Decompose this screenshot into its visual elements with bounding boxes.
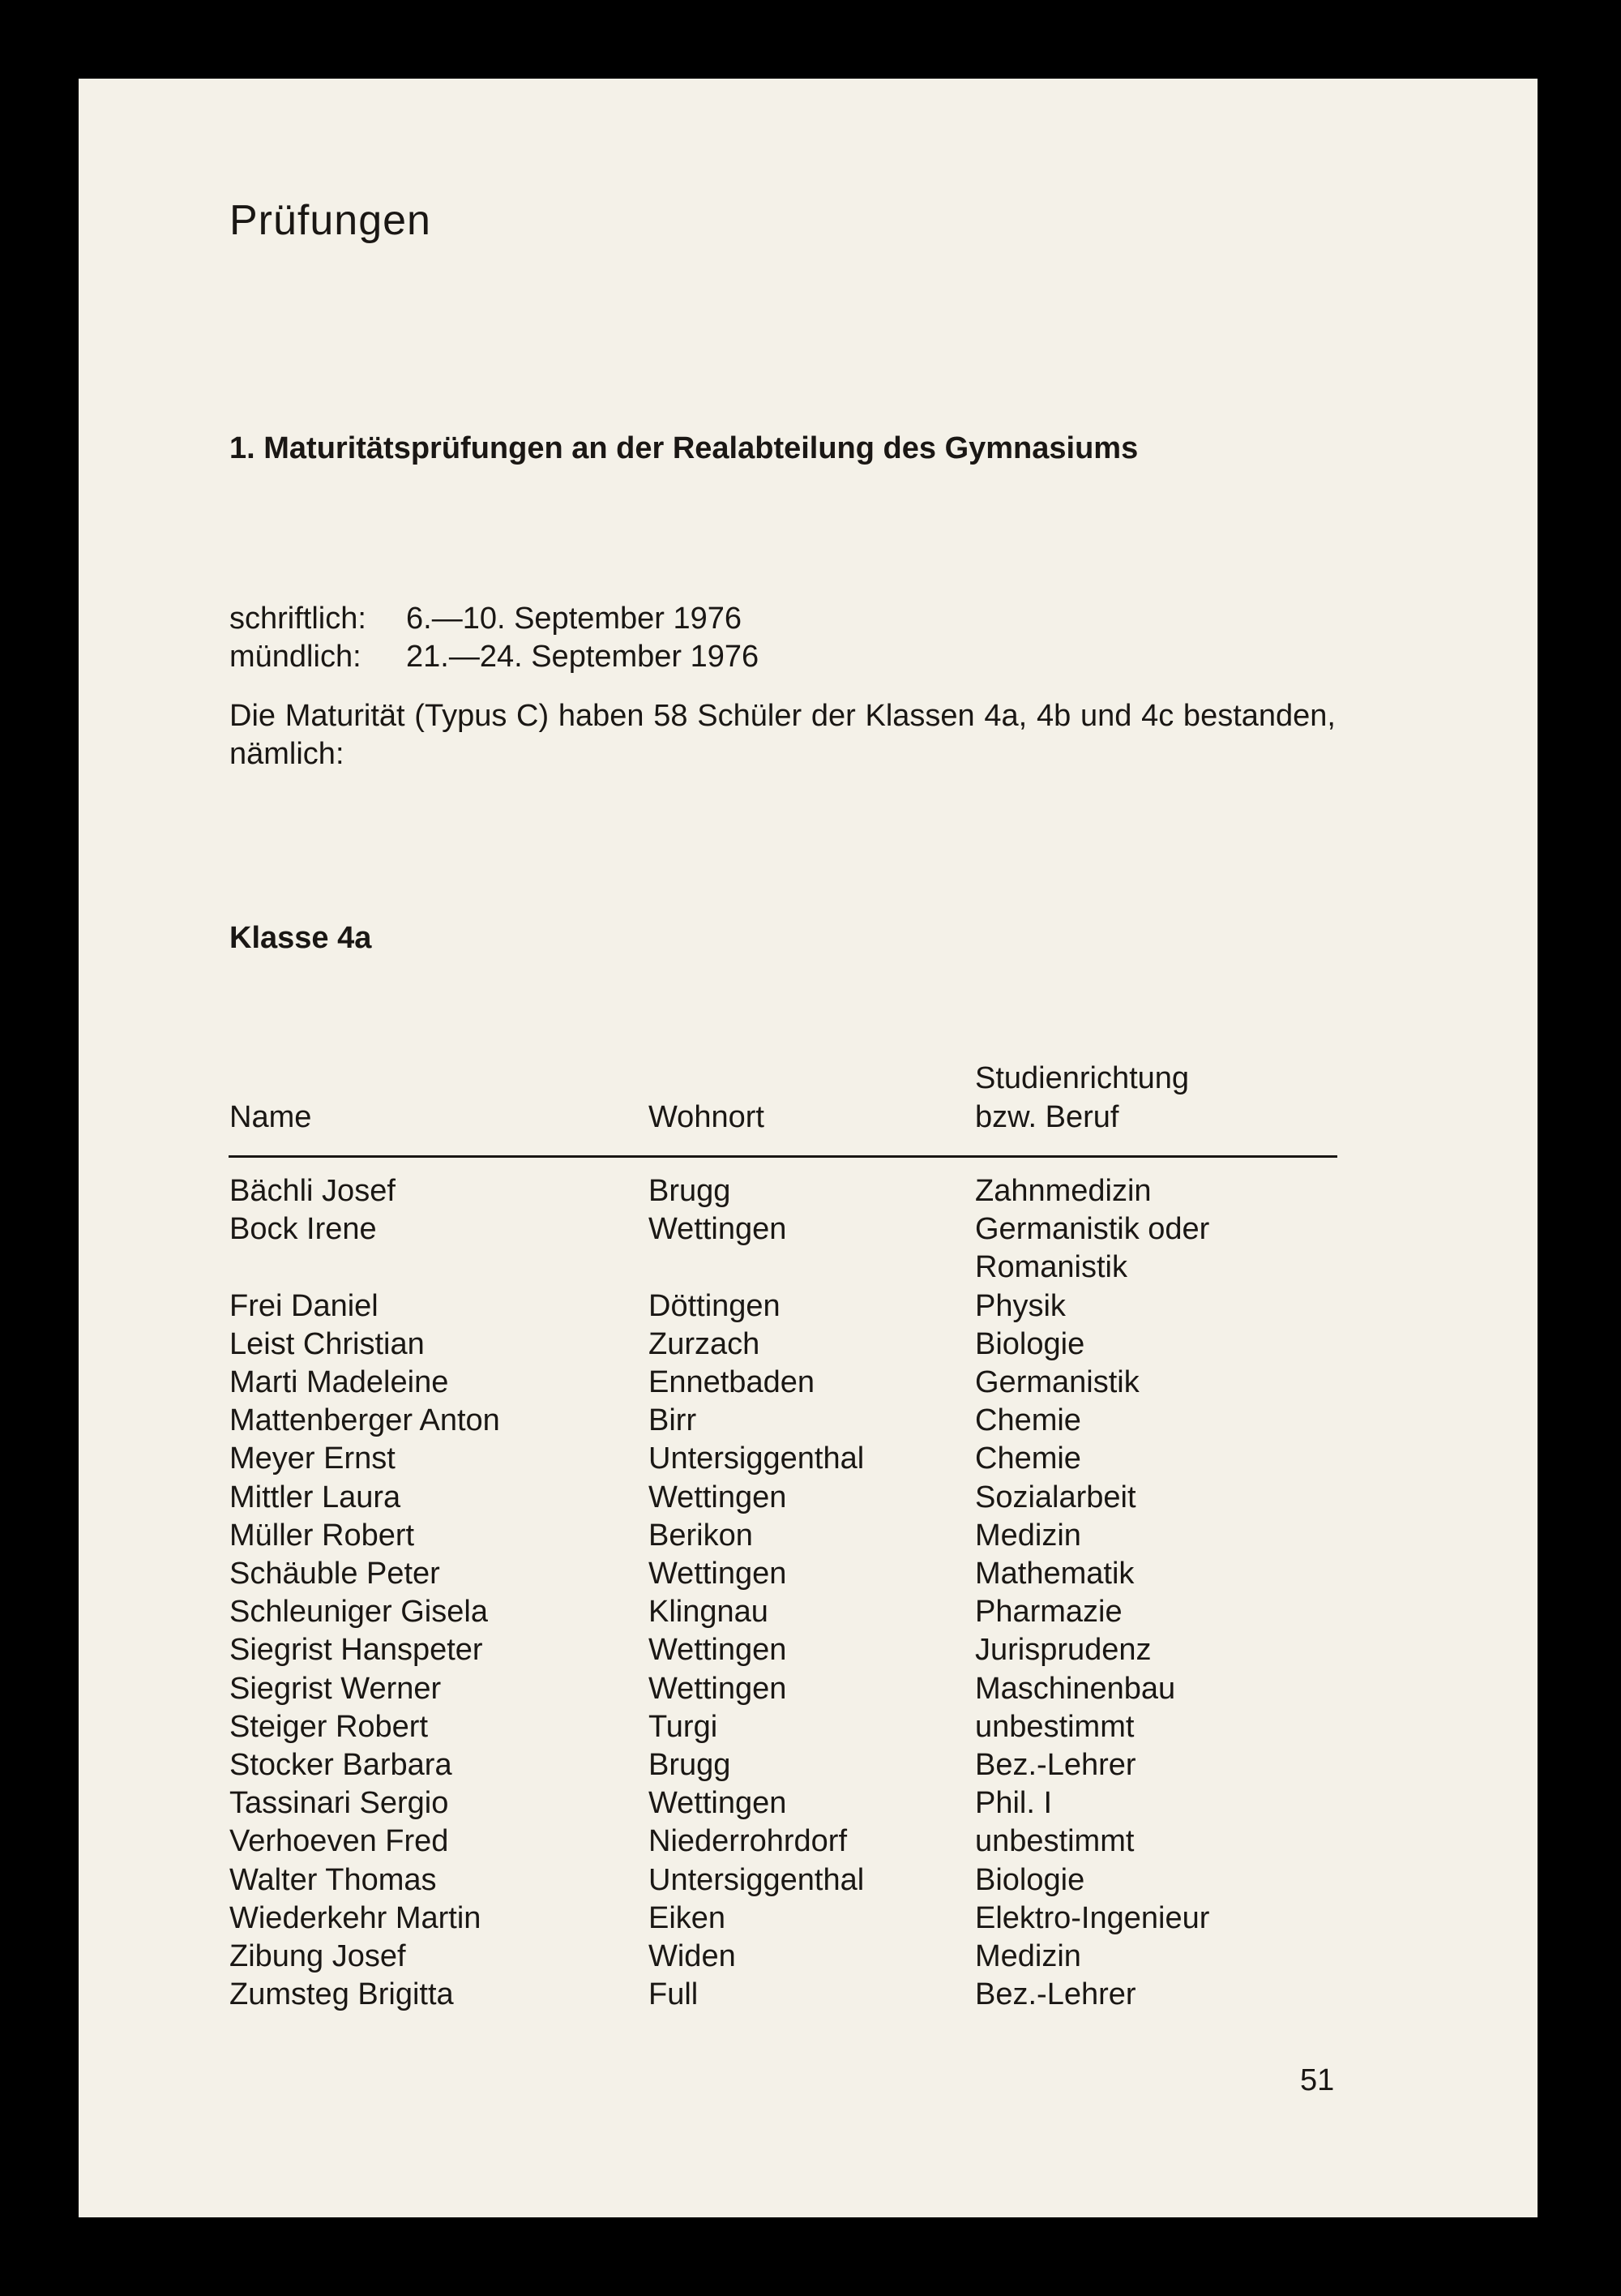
student-wohnort: Wettingen (648, 1557, 787, 1591)
table-row (229, 1938, 1364, 1976)
student-name: Leist Christian (229, 1326, 425, 1361)
table-row (229, 1631, 1364, 1669)
student-name: Mattenberger Anton (229, 1403, 500, 1438)
table-row (229, 1517, 1364, 1555)
date-row-written (229, 602, 742, 636)
column-header-beruf-line2: bzw. Beruf (975, 1100, 1119, 1134)
student-name: Bächli Josef (229, 1174, 396, 1208)
student-wohnort: Niederrohrdorf (648, 1824, 847, 1859)
student-name: Schäuble Peter (229, 1557, 440, 1591)
table-row (229, 1249, 1364, 1287)
student-name: Mittler Laura (229, 1480, 401, 1514)
student-wohnort: Turgi (648, 1709, 718, 1744)
student-beruf: Medizin (975, 1939, 1081, 1974)
student-wohnort: Berikon (648, 1518, 753, 1553)
student-beruf: Chemie (975, 1403, 1081, 1438)
student-name: Frei Daniel (229, 1288, 379, 1323)
student-name: Marti Madeleine (229, 1365, 449, 1400)
table-row (229, 1402, 1364, 1440)
student-wohnort: Full (648, 1977, 699, 2012)
student-name: Müller Robert (229, 1518, 415, 1553)
student-name: Zibung Josef (229, 1939, 406, 1974)
student-wohnort: Eiken (648, 1900, 726, 1935)
student-wohnort: Klingnau (648, 1595, 768, 1630)
student-name: Steiger Robert (229, 1709, 429, 1744)
date-label: schriftlich: (229, 602, 366, 636)
student-wohnort: Brugg (648, 1174, 731, 1208)
student-beruf: Biologie (975, 1326, 1085, 1361)
table-row (229, 1708, 1364, 1746)
student-beruf: Romanistik (975, 1250, 1127, 1285)
student-name: Siegrist Werner (229, 1671, 442, 1706)
student-beruf: Germanistik (975, 1365, 1140, 1400)
student-name: Zumsteg Brigitta (229, 1977, 454, 2012)
class-heading: Klasse 4a (229, 921, 372, 955)
student-beruf: Zahnmedizin (975, 1174, 1152, 1208)
date-value: 21.—24. September 1976 (406, 640, 759, 674)
table-row (229, 1823, 1364, 1861)
student-beruf: Bez.-Lehrer (975, 1748, 1136, 1783)
student-name: Meyer Ernst (229, 1441, 396, 1476)
student-name: Tassinari Sergio (229, 1786, 449, 1821)
student-beruf: Maschinenbau (975, 1671, 1176, 1706)
table-header-rule (229, 1155, 1337, 1158)
student-beruf: Bez.-Lehrer (975, 1977, 1136, 2012)
table-row (229, 1900, 1364, 1938)
page-number: 51 (1300, 2063, 1335, 2097)
student-wohnort: Ennetbaden (648, 1365, 815, 1400)
student-beruf: Germanistik oder (975, 1212, 1210, 1247)
student-wohnort: Wettingen (648, 1786, 787, 1821)
table-row (229, 1746, 1364, 1784)
student-wohnort: Untersiggenthal (648, 1441, 865, 1476)
student-wohnort: Brugg (648, 1748, 731, 1783)
date-value: 6.—10. September 1976 (406, 602, 742, 636)
section-heading: 1. Maturitätsprüfungen an der Realabteilung des Gymnasiums (229, 431, 1139, 465)
student-wohnort: Wettingen (648, 1212, 787, 1247)
student-beruf: Jurisprudenz (975, 1633, 1152, 1668)
student-name: Siegrist Hanspeter (229, 1633, 483, 1668)
table-row (229, 1326, 1364, 1364)
student-wohnort: Wettingen (648, 1671, 787, 1706)
student-beruf: Pharmazie (975, 1595, 1123, 1630)
student-beruf: unbestimmt (975, 1709, 1135, 1744)
table-row (229, 1593, 1364, 1631)
student-name: Schleuniger Gisela (229, 1595, 488, 1630)
table-row (229, 1364, 1364, 1402)
table-row (229, 1479, 1364, 1517)
student-wohnort: Untersiggenthal (648, 1862, 865, 1897)
column-header-beruf-line1: Studienrichtung (975, 1061, 1190, 1095)
table-row (229, 1976, 1364, 2014)
student-wohnort: Birr (648, 1403, 697, 1438)
student-beruf: Medizin (975, 1518, 1081, 1553)
student-name: Wiederkehr Martin (229, 1900, 481, 1935)
student-beruf: Phil. I (975, 1786, 1053, 1821)
student-wohnort: Widen (648, 1939, 736, 1974)
student-name (229, 1249, 648, 1287)
student-beruf: Physik (975, 1288, 1066, 1323)
date-row-oral (229, 640, 759, 675)
student-wohnort (648, 1249, 975, 1287)
table-row (229, 1555, 1364, 1593)
student-beruf: Elektro-Ingenieur (975, 1900, 1210, 1935)
table-row (229, 1784, 1364, 1823)
intro-paragraph: Die Maturität (Typus C) haben 58 Schüler der Klassen 4a, 4b und 4c bestanden, nämlich: (229, 699, 1336, 771)
student-table (229, 1172, 1364, 2014)
page-title: Prüfungen (229, 197, 431, 244)
student-name: Walter Thomas (229, 1862, 437, 1897)
column-header-name: Name (229, 1100, 312, 1134)
student-name: Bock Irene (229, 1212, 377, 1247)
table-row (229, 1210, 1364, 1249)
table-row (229, 1440, 1364, 1478)
table-row (229, 1670, 1364, 1708)
table-row (229, 1172, 1364, 1210)
student-beruf: Chemie (975, 1441, 1081, 1476)
student-name: Stocker Barbara (229, 1748, 452, 1783)
table-row (229, 1861, 1364, 1900)
student-wohnort: Wettingen (648, 1633, 787, 1668)
student-name: Verhoeven Fred (229, 1824, 449, 1859)
student-beruf: Mathematik (975, 1557, 1135, 1591)
student-wohnort: Döttingen (648, 1288, 781, 1323)
student-wohnort: Wettingen (648, 1480, 787, 1514)
student-beruf: unbestimmt (975, 1824, 1135, 1859)
student-wohnort: Zurzach (648, 1326, 760, 1361)
column-header-wohnort: Wohnort (648, 1100, 764, 1134)
student-beruf: Sozialarbeit (975, 1480, 1136, 1514)
date-label: mündlich: (229, 640, 361, 674)
table-row (229, 1287, 1364, 1326)
student-beruf: Biologie (975, 1862, 1085, 1897)
